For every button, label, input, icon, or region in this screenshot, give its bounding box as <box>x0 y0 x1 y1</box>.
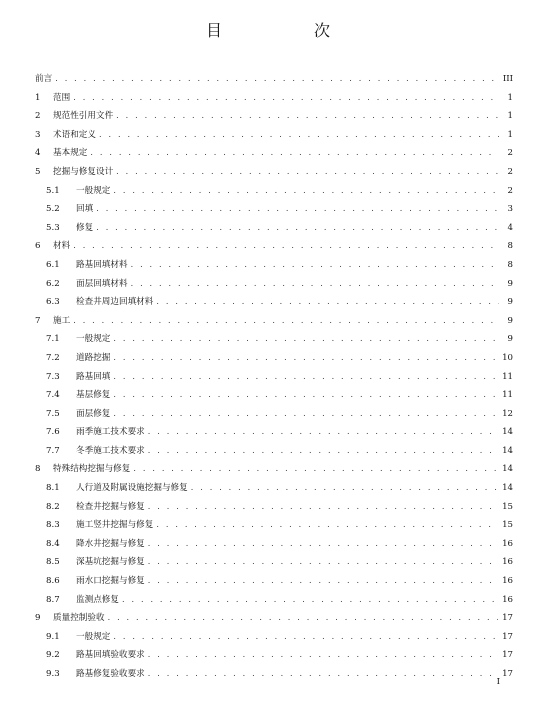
toc-entry-number: 7.3 <box>46 371 60 382</box>
toc-dot-leader <box>113 368 498 387</box>
toc-entry-page: 9 <box>507 297 513 308</box>
toc-entry-number: 5.2 <box>46 204 60 215</box>
toc-entry-page: 2 <box>507 185 513 196</box>
toc-entry[interactable] <box>35 182 513 201</box>
toc-entry-label: 路基回填 <box>76 371 111 382</box>
toc-entry-number: 6.3 <box>46 297 60 308</box>
toc-dot-leader <box>96 219 499 238</box>
toc-entry-page: 11 <box>502 390 513 401</box>
toc-dot-leader <box>113 349 498 368</box>
toc-dot-leader <box>90 144 499 163</box>
toc-entry-number: 8.3 <box>46 520 60 531</box>
toc-dot-leader <box>55 70 499 89</box>
toc-entry[interactable] <box>35 368 513 387</box>
toc-entry[interactable] <box>35 70 513 89</box>
toc-entry-page: 2 <box>507 148 513 159</box>
toc-entry-label: 一般规定 <box>76 631 111 642</box>
toc-entry-page: 12 <box>502 408 513 419</box>
toc-entry-label: 质量控制验收 <box>53 613 105 624</box>
toc-entry[interactable] <box>35 330 513 349</box>
toc-dot-leader <box>148 553 498 572</box>
toc-entry-page: 1 <box>507 92 513 103</box>
toc-entry[interactable] <box>35 312 513 331</box>
toc-entry[interactable] <box>35 405 513 424</box>
toc-entry-page: 2 <box>507 166 513 177</box>
toc-entry-page: 17 <box>502 650 513 661</box>
toc-entry-page: 16 <box>502 538 513 549</box>
toc-dot-leader <box>73 89 499 108</box>
toc-entry-label: 冬季施工技术要求 <box>76 445 145 456</box>
toc-entry-page: 8 <box>507 241 513 252</box>
toc-entry-number: 1 <box>35 92 41 103</box>
toc-entry-page: 16 <box>502 576 513 587</box>
toc-dot-leader <box>148 423 498 442</box>
toc-entry-label: 路基回填材料 <box>76 259 128 270</box>
toc-entry-number: 6.1 <box>46 259 60 270</box>
toc-dot-leader <box>133 460 498 479</box>
toc-entry-label: 术语和定义 <box>53 129 96 140</box>
toc-entry[interactable] <box>35 423 513 442</box>
toc-entry[interactable] <box>35 479 513 498</box>
toc-entry-number: 9.3 <box>46 669 60 679</box>
toc-dot-leader <box>191 479 498 498</box>
toc-entry[interactable] <box>35 144 513 163</box>
toc-entry-label: 监测点修复 <box>76 594 119 605</box>
toc-entry-page: 9 <box>507 315 513 326</box>
toc-entry-page: 15 <box>502 520 513 531</box>
toc-entry-label: 一般规定 <box>76 334 111 345</box>
toc-entry-label: 深基坑挖掘与修复 <box>76 557 145 568</box>
toc-entry[interactable] <box>35 535 513 554</box>
toc-entry[interactable] <box>35 609 513 628</box>
toc-entry-number: 7.1 <box>46 334 60 345</box>
toc-dot-leader <box>148 535 498 554</box>
toc-entry[interactable] <box>35 163 513 182</box>
toc-entry-number: 8.5 <box>46 557 60 568</box>
toc-entry-label: 回填 <box>76 204 94 215</box>
toc-entry-page: 17 <box>502 613 513 624</box>
toc-entry-number: 8.2 <box>46 501 60 512</box>
toc-entry-label: 基层修复 <box>76 390 111 401</box>
toc-entry[interactable] <box>35 200 513 219</box>
toc-entry[interactable] <box>35 553 513 572</box>
toc-entry-label: 前言 <box>35 74 53 84</box>
toc-entry-number: 9 <box>35 613 41 624</box>
toc-dot-leader <box>73 237 499 256</box>
toc-entry-page: 1 <box>507 129 513 140</box>
toc-entry[interactable] <box>35 591 513 610</box>
toc-entry-page: 14 <box>502 483 513 494</box>
toc-entry-page: 1 <box>507 111 513 122</box>
toc-dot-leader <box>148 498 498 517</box>
toc-entry-page: 3 <box>507 204 513 215</box>
toc-dot-leader <box>113 330 499 349</box>
toc-entry-label: 路基回填验收要求 <box>76 650 145 661</box>
toc-dot-leader <box>99 126 499 145</box>
toc-entry[interactable] <box>35 460 513 479</box>
toc-entry-number: 8.6 <box>46 576 60 587</box>
toc-entry-number: 2 <box>35 111 41 122</box>
toc-entry-label: 检查井周边回填材料 <box>76 297 154 308</box>
toc-entry[interactable] <box>35 498 513 517</box>
toc-entry-number: 9.1 <box>46 631 60 642</box>
toc-dot-leader <box>116 107 499 126</box>
toc-entry[interactable] <box>35 256 513 275</box>
toc-entry-number: 7.7 <box>46 445 60 456</box>
toc-entry-page: 16 <box>502 594 513 605</box>
toc-entry-page: 14 <box>502 445 513 456</box>
toc-entry-page: 17 <box>502 631 513 642</box>
toc-entry-page: III <box>502 74 513 84</box>
toc-dot-leader <box>131 275 499 294</box>
toc-entry-label: 雨水口挖掘与修复 <box>76 576 145 587</box>
toc-dot-leader <box>156 293 499 312</box>
toc-entry-label: 材料 <box>53 241 71 252</box>
toc-entry[interactable] <box>35 386 513 405</box>
toc-entry-number: 7.5 <box>46 408 60 419</box>
toc-entry-page: 14 <box>502 464 513 475</box>
toc-dot-leader <box>73 312 499 331</box>
toc-entry-label: 修复 <box>76 222 94 233</box>
toc-entry-number: 9.2 <box>46 650 60 661</box>
toc-dot-leader <box>148 572 498 591</box>
page-title: 目 次 <box>205 21 368 40</box>
toc-entry-page: 4 <box>507 222 513 233</box>
toc-entry-number: 5.3 <box>46 222 60 233</box>
toc-entry-label: 施工 <box>53 315 71 326</box>
toc-entry[interactable] <box>35 107 513 126</box>
toc-dot-leader <box>156 516 498 535</box>
toc-entry-label: 降水井挖掘与修复 <box>76 538 145 549</box>
toc-entry-label: 面层修复 <box>76 408 111 419</box>
toc-entry-page: 17 <box>502 669 513 679</box>
toc-entry-label: 规范性引用文件 <box>53 111 114 122</box>
toc-entry-page: 16 <box>502 557 513 568</box>
toc-entry-label: 范围 <box>53 92 71 103</box>
toc-entry[interactable] <box>35 628 513 647</box>
toc-dot-leader <box>122 591 498 610</box>
toc-entry-label: 一般规定 <box>76 185 111 196</box>
toc-entry[interactable] <box>35 516 513 535</box>
toc-entry[interactable] <box>35 237 513 256</box>
toc-dot-leader <box>113 386 498 405</box>
toc-entry-number: 8.4 <box>46 538 60 549</box>
toc-entry[interactable] <box>35 219 513 238</box>
toc-dot-leader <box>113 628 498 647</box>
toc-entry-label: 检查井挖掘与修复 <box>76 501 145 512</box>
table-of-contents <box>35 70 513 684</box>
toc-entry-number: 3 <box>35 129 41 140</box>
toc-entry-label: 施工竖井挖掘与修复 <box>76 520 154 531</box>
toc-entry[interactable] <box>35 572 513 591</box>
toc-entry[interactable] <box>35 646 513 665</box>
toc-entry-number: 7 <box>35 315 41 326</box>
toc-entry-label: 基本规定 <box>53 148 88 159</box>
toc-entry-label: 特殊结构挖掘与修复 <box>53 464 131 475</box>
toc-dot-leader <box>116 163 499 182</box>
toc-entry-page: 9 <box>507 278 513 289</box>
toc-dot-leader <box>96 200 499 219</box>
toc-entry[interactable] <box>35 349 513 368</box>
toc-entry-number: 5.1 <box>46 185 60 196</box>
toc-dot-leader <box>113 405 498 424</box>
toc-entry-number: 4 <box>35 148 41 159</box>
toc-dot-leader <box>108 609 498 628</box>
toc-entry-label: 人行道及附属设施挖掘与修复 <box>76 483 188 494</box>
toc-entry-number: 6 <box>35 241 41 252</box>
toc-entry-page: 9 <box>507 334 513 345</box>
toc-entry-number: 8.1 <box>46 483 60 494</box>
toc-entry-label: 道路挖掘 <box>76 352 111 363</box>
toc-entry-page: 15 <box>502 501 513 512</box>
toc-entry-number: 6.2 <box>46 278 60 289</box>
toc-dot-leader <box>113 182 499 201</box>
toc-dot-leader <box>131 256 499 275</box>
toc-entry-label: 面层回填材料 <box>76 278 128 289</box>
toc-dot-leader <box>148 665 498 684</box>
toc-entry[interactable] <box>35 293 513 312</box>
toc-entry-label: 路基修复验收要求 <box>76 669 145 679</box>
toc-entry-page: 14 <box>502 427 513 438</box>
toc-entry-number: 8.7 <box>46 594 60 605</box>
toc-entry-page: 8 <box>507 259 513 270</box>
toc-entry-page: 10 <box>502 352 513 363</box>
toc-entry-number: 7.2 <box>46 352 60 363</box>
toc-entry-number: 5 <box>35 166 41 177</box>
toc-entry[interactable] <box>35 275 513 294</box>
toc-entry[interactable] <box>35 89 513 108</box>
toc-entry-number: 8 <box>35 464 41 475</box>
toc-entry[interactable] <box>35 126 513 145</box>
toc-entry-page: 11 <box>502 371 513 382</box>
page-number: I <box>496 677 500 687</box>
toc-entry-label: 挖掘与修复设计 <box>53 166 114 177</box>
toc-entry[interactable] <box>35 442 513 461</box>
toc-dot-leader <box>148 442 498 461</box>
toc-dot-leader <box>148 646 498 665</box>
toc-entry-label: 雨季施工技术要求 <box>76 427 145 438</box>
toc-entry[interactable] <box>35 665 513 684</box>
toc-entry-number: 7.4 <box>46 390 60 401</box>
toc-entry-number: 7.6 <box>46 427 60 438</box>
